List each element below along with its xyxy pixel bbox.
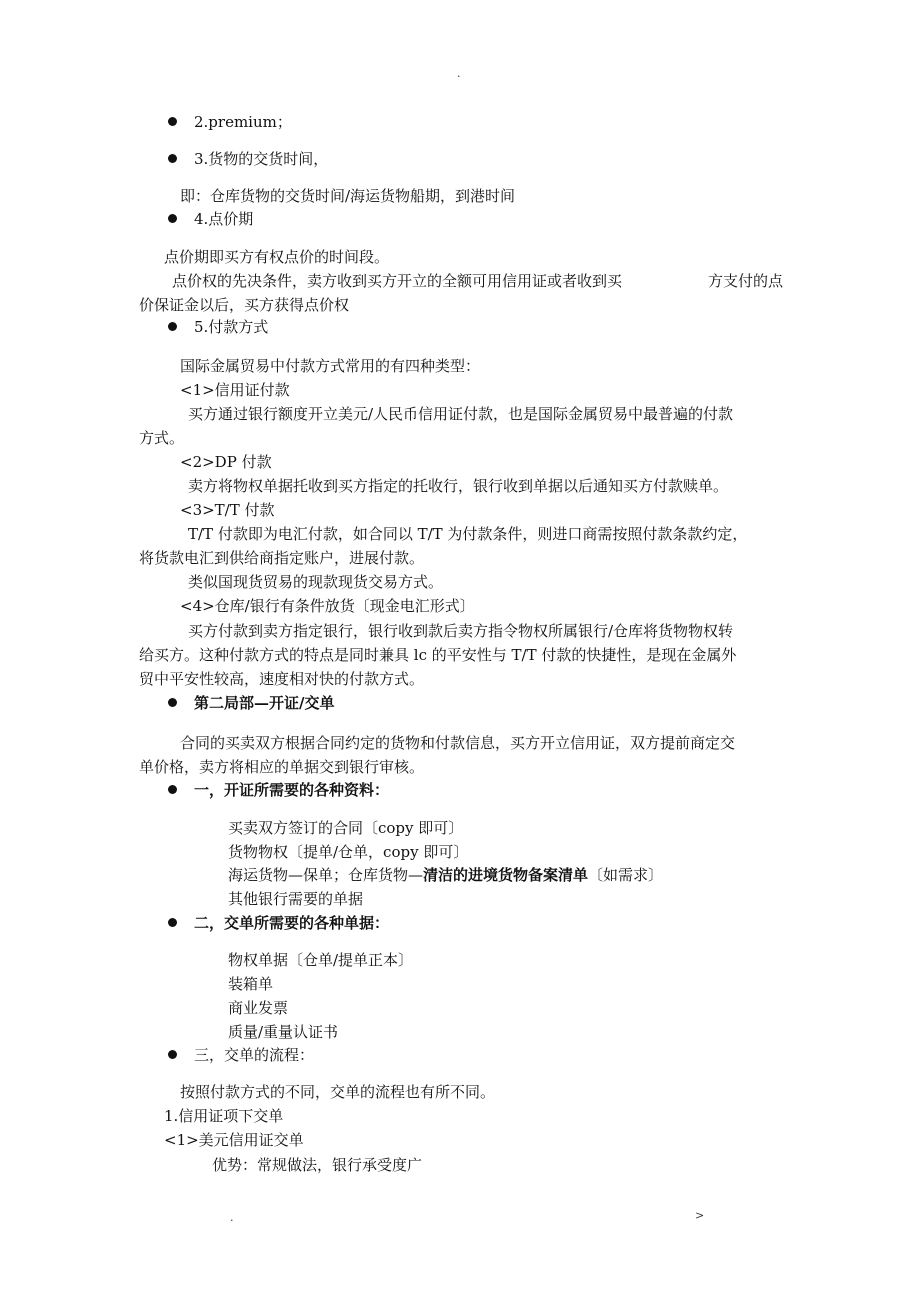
footer-right-mark: > [695,1209,705,1222]
bullet-icon [168,322,177,331]
list-item: 物权单据〔仓单/提单正本〕 [228,951,414,969]
bullet-icon [168,1050,177,1059]
section-heading: 三，交单的流程： [194,1046,315,1064]
text-span-bold: 清洁的进境货物备案清单 [423,866,589,884]
subheading: <3>T/T 付款 [180,501,275,519]
list-item [228,865,663,885]
list-item: 装箱单 [228,975,274,993]
section-heading: 第二局部—开证/交单 [194,694,335,712]
paragraph-line: 点价期即买方有权点价的时间段。 [164,248,390,266]
paragraph-line: 类似国现货贸易的现款现货交易方式。 [188,573,444,591]
bullet-icon [168,698,177,707]
footer-left-mark: . [230,1211,234,1224]
list-item: 货物物权〔提单/仓单，copy 即可〕 [228,843,469,861]
paragraph-line: 优势：常规做法，银行承受度广 [212,1156,423,1174]
paragraph-line: 即：仓库货物的交货时间/海运货物船期，到港时间 [180,187,516,205]
paragraph-line: 买方付款到卖方指定银行，银行收到款后卖方指令物权所属银行/仓库将货物物权转 [188,622,734,640]
paragraph-line: 点价权的先决条件，卖方收到买方开立的全额可用信用证或者收到买 [172,272,623,290]
subheading: <4>仓库/银行有条件放货〔现金电汇形式〕 [180,597,475,615]
paragraph-line: 买方通过银行额度开立美元/人民币信用证付款，也是国际金属贸易中最普遍的付款 [188,405,734,423]
list-item-delivery-time: 3.货物的交货时间， [194,150,329,168]
text-span: 海运货物—保单；仓库货物— [228,866,424,884]
list-item: 买卖双方签订的合同〔copy 即可〕 [228,819,464,837]
paragraph-line: 合同的买卖双方根据合同约定的货物和付款信息，买方开立信用证，双方提前商定交 [180,734,736,752]
paragraph-line: 价保证金以后，买方获得点价权 [139,296,350,314]
bullet-icon [168,214,177,223]
paragraph-line: 方式。 [139,429,185,447]
paragraph-line: 贸中平安性较高，速度相对快的付款方式。 [139,670,425,688]
paragraph-line: 方支付的点 [708,272,784,290]
text-span: 〔如需求〕 [588,866,664,884]
bullet-icon [168,117,177,126]
paragraph-line: 单价格，卖方将相应的单据交到银行审核。 [139,758,425,776]
subheading: <1>信用证付款 [180,381,290,399]
list-item-pricing-period: 4.点价期 [194,210,254,228]
list-item: 商业发票 [228,999,289,1017]
section-heading: 一，开证所需要的各种资料： [194,781,390,799]
bullet-icon [168,154,177,163]
paragraph-line: 按照付款方式的不同，交单的流程也有所不同。 [180,1083,496,1101]
paragraph-line: 国际金属贸易中付款方式常用的有四种类型： [180,357,481,375]
subheading: 1.信用证项下交单 [164,1107,284,1125]
list-item: 质量/重量认证书 [228,1023,339,1041]
paragraph-line: 给买方。这种付款方式的特点是同时兼具 lc 的平安性与 T/T 付款的快捷性，是现在金属外 [139,646,737,664]
list-item-premium: 2.premium； [194,113,292,131]
subheading: <2>DP 付款 [180,453,272,471]
header-mark: . [457,67,461,80]
list-item-payment-method: 5.付款方式 [194,318,269,336]
paragraph-line: T/T 付款即为电汇付款，如合同以 T/T 为付款条件，则进口商需按照付款条款约定， [188,525,748,543]
section-heading: 二，交单所需要的各种单据： [194,914,390,932]
bullet-icon [168,918,177,927]
paragraph-line: 卖方将物权单据托收到买方指定的托收行，银行收到单据以后通知买方付款赎单。 [188,477,729,495]
subheading: <1>美元信用证交单 [164,1131,304,1149]
bullet-icon [168,785,177,794]
list-item: 其他银行需要的单据 [228,890,364,908]
paragraph-line: 将货款电汇到供给商指定账户，进展付款。 [139,549,425,567]
